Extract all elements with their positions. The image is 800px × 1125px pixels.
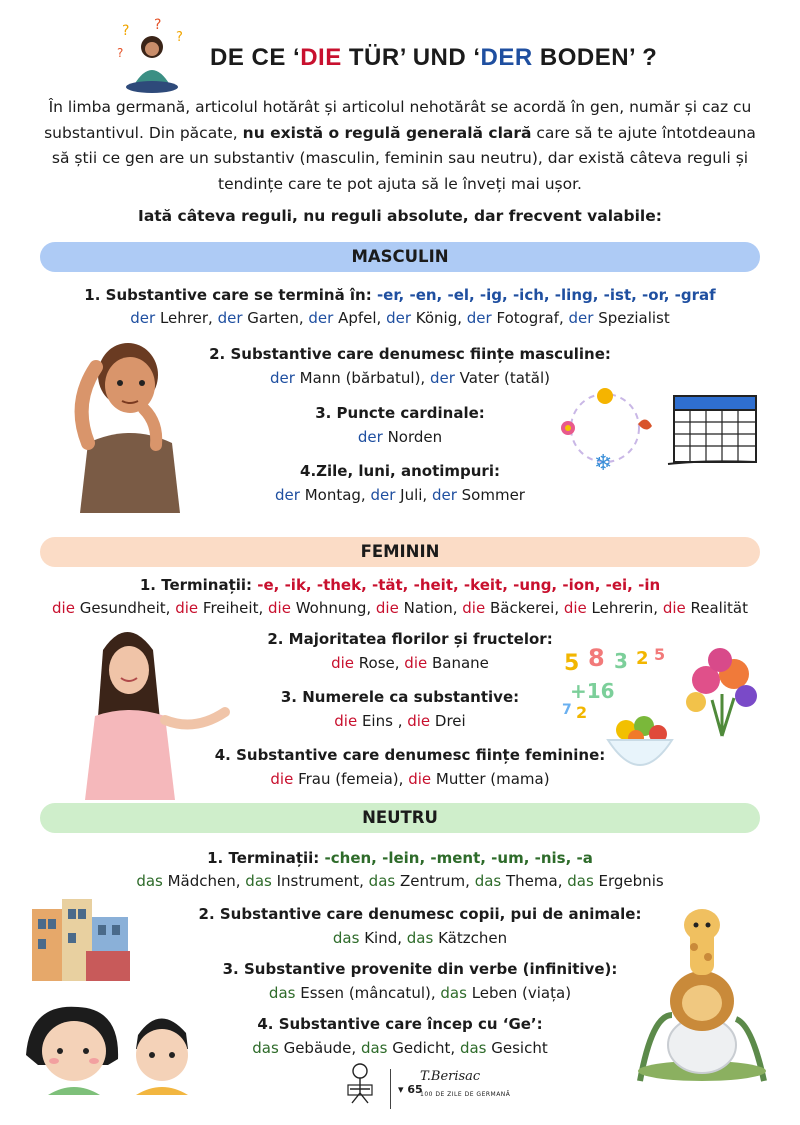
article: die <box>175 599 199 617</box>
masculin-rule-1-heading: 1. Substantive care se termină în: -er, -en, -el, -ig, -ich, -ling, -ist, -or, -graf <box>84 286 716 304</box>
children-illustration <box>20 995 210 1095</box>
feminin-band: FEMININ <box>40 537 760 567</box>
masculin-rule-4-examples: der Montag, der Juli, der Sommer <box>275 486 525 504</box>
noun: Bäckerei, <box>485 599 564 617</box>
feminin-rule-2-examples: die Rose, die Banane <box>331 654 489 672</box>
masculin-rule-4-heading: 4.Zile, luni, anotimpuri: <box>300 462 500 480</box>
noun: Mädchen, <box>162 872 246 890</box>
flowers-bouquet-icon <box>672 640 772 740</box>
svg-text:3: 3 <box>614 649 628 673</box>
svg-text:7: 7 <box>562 702 572 718</box>
noun: Apfel, <box>333 309 387 327</box>
intro-paragraph: În limba germană, articolul hotărât și articolul nehotărât se acordă în gen, număr și caz cu substantivul. Din păcate, nu există o regulă generală clară care să te ajute întotdeauna să știi ce gen are un substantiv (masculin, feminin sau neutru), dar există câteva reguli și tendințe care te pot ajuta să le înveți mai ușor. <box>44 98 756 193</box>
neutru-rule-2-examples: das Kind, das Kätzchen <box>332 929 508 947</box>
svg-text:5: 5 <box>654 645 666 664</box>
noun: Fotograf, <box>491 309 569 327</box>
masculin-rule-1-examples <box>0 309 800 327</box>
article: der <box>568 309 594 327</box>
noun: Wohnung, <box>290 599 376 617</box>
svg-text:+16: +16 <box>570 679 615 703</box>
noun: Thema, <box>501 872 568 890</box>
svg-text:5: 5 <box>564 651 580 676</box>
feminin-rule-4-examples: die Frau (femeia), die Mutter (mama) <box>270 770 550 788</box>
confused-woman-illustration <box>112 15 192 95</box>
article: der <box>217 309 243 327</box>
baby-animals-illustration <box>632 895 772 1085</box>
buildings-illustration <box>26 895 136 985</box>
masculin-rule-3-examples: der Norden <box>357 428 443 446</box>
masculin-rule-3-heading: 3. Puncte cardinale: <box>315 404 485 422</box>
noun: Ergebnis <box>593 872 664 890</box>
neutru-rule-1-heading: 1. Terminații: -chen, -lein, -ment, -um, -nis, -a <box>207 849 593 867</box>
svg-text:2: 2 <box>576 703 588 720</box>
masculin-rule-1 <box>0 285 800 304</box>
lead-text: Iată câteva reguli, nu reguli absolute, dar frecvent valabile: <box>138 207 662 225</box>
article: die <box>462 599 486 617</box>
article: das <box>567 872 594 890</box>
masculin-band: MASCULIN <box>40 242 760 272</box>
article: der <box>386 309 411 327</box>
neutru-rule-4 <box>200 1015 600 1057</box>
article: das <box>368 872 396 890</box>
noun: Garten, <box>242 309 309 327</box>
seasons-icon <box>550 378 660 478</box>
svg-text:?: ? <box>176 30 183 45</box>
article: die <box>563 599 587 617</box>
neutru-rule-3-heading: 3. Substantive provenite din verbe (infinitive): <box>222 960 618 978</box>
series-name: 100 DE ZILE DE GERMANĂ <box>420 1091 511 1098</box>
neutru-rule-2-heading: 2. Substantive care denumesc copii, pui de animale: <box>198 905 642 923</box>
footer-signature <box>390 1065 511 1115</box>
feminin-rule-4 <box>190 746 630 788</box>
neutru-rule-3-examples: das Essen (mâncatul), das Leben (viața) <box>268 984 572 1002</box>
feminin-rule-3 <box>260 688 540 730</box>
svg-text:8: 8 <box>588 644 605 672</box>
neutru-band: NEUTRU <box>40 803 760 833</box>
fruit-bowl-icon <box>600 700 680 780</box>
masculin-rule-3 <box>260 404 540 446</box>
neutru-rule-1-examples <box>0 872 800 890</box>
noun: Instrument, <box>271 872 369 890</box>
calendar-icon <box>664 388 764 468</box>
noun: Spezialist <box>593 309 670 327</box>
feminin-rule-1-heading: 1. Terminații: -e, -ik, -thek, -tät, -heit, -keit, -ung, -ion, -ei, -in <box>139 576 661 594</box>
svg-text:?: ? <box>117 46 124 60</box>
noun: Zentrum, <box>395 872 475 890</box>
author-signature: T.Berisac <box>420 1069 481 1084</box>
masculin-rule-4 <box>250 462 550 504</box>
feminin-rule-4-heading: 4. Substantive care denumesc ființe feminine: <box>214 746 606 764</box>
masculin-rule-2-examples: der Mann (bărbatul), der Vater (tatăl) <box>269 369 551 387</box>
article: die <box>52 599 75 617</box>
article: der <box>308 309 334 327</box>
noun: Nation, <box>398 599 463 617</box>
neutru-rule-2 <box>190 905 650 947</box>
page-title: DE CE ‘DIE TÜR’ UND ‘DER BODEN’ ? <box>210 44 658 71</box>
article: die <box>268 599 291 617</box>
noun: Lehrerin, <box>586 599 663 617</box>
svg-text:?: ? <box>154 17 162 33</box>
noun: Lehrer, <box>155 309 218 327</box>
neutru-rule-4-heading: 4. Substantive care încep cu ‘Ge’: <box>257 1015 543 1033</box>
feminin-rule-2-heading: 2. Majoritatea florilor și fructelor: <box>267 630 553 648</box>
feminin-rule-2 <box>210 630 610 672</box>
day-number: ▾ 65 <box>398 1083 423 1096</box>
svg-text:?: ? <box>122 23 130 39</box>
article: der <box>466 309 492 327</box>
article: die <box>662 599 686 617</box>
svg-text:❄: ❄ <box>594 451 613 476</box>
article: die <box>375 599 399 617</box>
neutru-rule-1 <box>0 848 800 867</box>
masculin-rule-2-heading: 2. Substantive care denumesc ființe masculine: <box>209 345 611 363</box>
noun: Gesundheit, <box>74 599 176 617</box>
neutru-rule-4-examples: das Gebäude, das Gedicht, das Gesicht <box>252 1039 548 1057</box>
article: das <box>245 872 272 890</box>
feminin-rule-3-heading: 3. Numerele ca substantive: <box>280 688 520 706</box>
feminin-rule-3-examples: die Eins , die Drei <box>334 712 466 730</box>
neutru-rule-3 <box>190 960 650 1002</box>
noun: König, <box>411 309 467 327</box>
noun: Realität <box>685 599 748 617</box>
svg-text:2: 2 <box>636 648 649 669</box>
article: das <box>474 872 502 890</box>
feminin-rule-1 <box>0 575 800 594</box>
feminin-rule-1-examples <box>0 599 800 617</box>
reading-figure-icon <box>340 1059 450 1109</box>
thinking-man-illustration <box>60 333 190 513</box>
article: das <box>136 872 163 890</box>
noun: Freiheit, <box>198 599 268 617</box>
article: der <box>130 309 156 327</box>
